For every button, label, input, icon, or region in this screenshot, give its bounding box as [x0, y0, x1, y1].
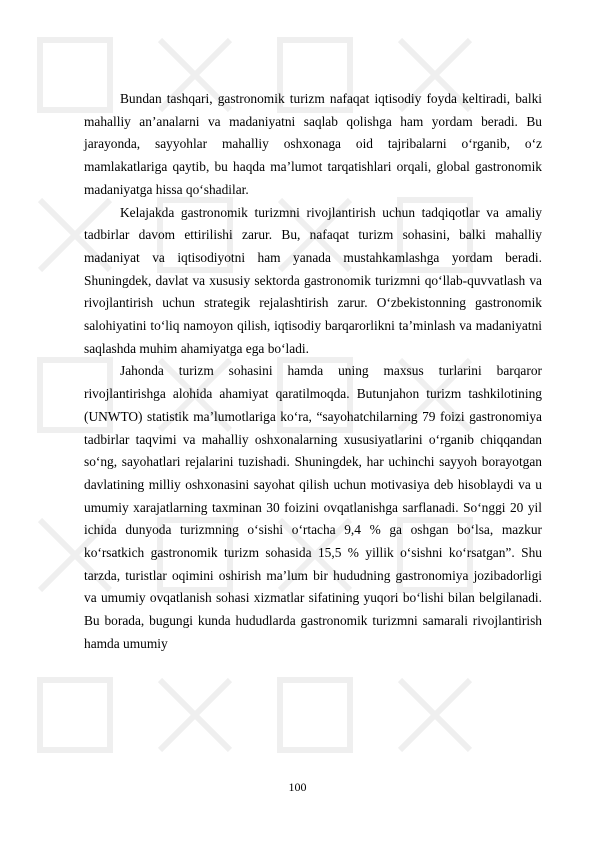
paragraph-3: Jahonda turizm sohasini hamda uning maxsus turlarini barqaror rivojlantirishga alohida ahamiyat qaratilmoqda. Butunjahon turizm tashkilotining (UNWTO) statistik ma’lumotlariga ko‘ra, “sayohatchilarning 79 foizi gastronomiya tadbirlar taqvimi va mahalliy oshxonalarning xususiyatlarini o‘rganib chiqqandan so‘ng, sayohatlari rejalarini tuzishadi. Shuningdek, har uchinchi sayyoh borayotgan davlatining milliy oshxonasini sayohat qilish uchun motivasiya deb hisoblaydi va u umumiy xarajatlarning taxminan 30 foizini ovqatlanishga sarflanadi. So‘nggi 20 yil ichida dunyoda turizmning o‘sishi o‘rtacha 9,4 % ga oshgan bo‘lsa, mazkur ko‘rsatkich gastronomik turizm sohasida 15,5 % yillik o‘sishni ko‘rsatgan”. Shu tarzda, turistlar oqimini oshirish ma’lum bir hududning gastronomiya jozibadorligi va umumiy ovqatlanish sohasi xizmatlar sifatining yuqori bo‘lishi bilan belgilanadi. Bu borada, bugungi kunda hududlarda gastronomik turizmni samarali rivojlantirish hamda umumiy — [84, 363, 542, 651]
document-body — [84, 88, 542, 656]
paragraph-2: Kelajakda gastronomik turizmni rivojlantirish uchun tadqiqotlar va amaliy tadbirlar davom ettirilishi zarur. Bu, nafaqat turizm sohasini, balki mahalliy madaniyat va iqtisodiyotni ham yanada mustahkamlashga yordam beradi. Shuningdek, davlat va xususiy sektorda gastronomik turizmni qo‘llab-quvvatlash va rivojlantirish uchun strategik rejalashtirish zarur. O‘zbekistonning gastronomik salohiyatini to‘liq namoyon qilish, iqtisodiy barqarorlikni ta’minlash va madaniyatni saqlashda muhim ahamiyatga ega bo‘ladi. — [84, 204, 542, 356]
page-number: 100 — [288, 780, 307, 794]
paragraph-1: Bundan tashqari, gastronomik turizm nafaqat iqtisodiy foyda keltiradi, balki mahalliy an’analarni va madaniyatni saqlab qolishga ham yordam beradi. Bu jarayonda, sayyohlar mahalliy oshxonaga oid tajribalarni o‘rganib, o‘z mamlakatlariga qaytib, bu haqda ma’lumot tarqatishlari orqali, global gastronomik madaniyatga hissa qo‘shadilar. — [84, 91, 542, 197]
